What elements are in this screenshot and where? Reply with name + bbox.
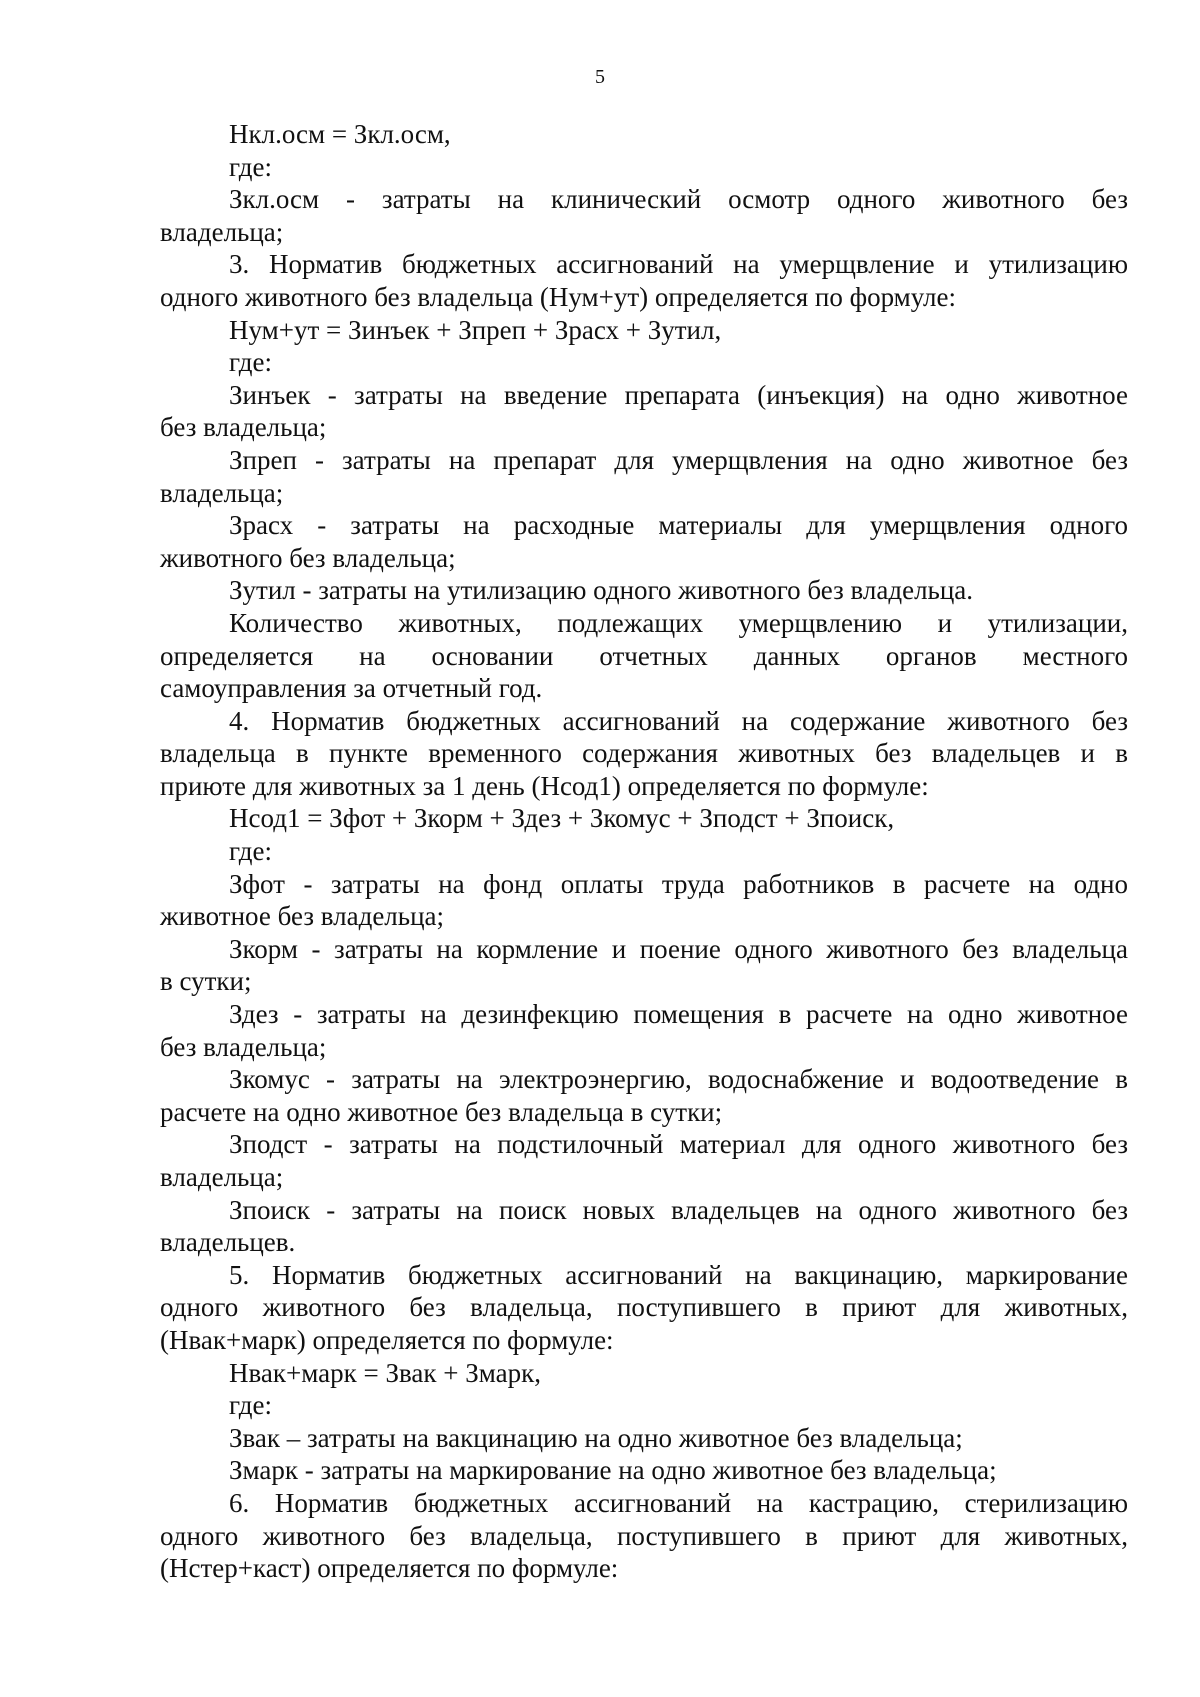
text-line: Змарк - затраты на маркирование на одно животное без владельца; (229, 1455, 997, 1486)
text-line: где: (229, 1390, 272, 1421)
text-line: Зпоиск - затраты на поиск новых владельцев на одного животного без (229, 1194, 1128, 1225)
text-line: самоуправления за отчетный год. (160, 673, 543, 704)
text-line: Звак – затраты на вакцинацию на одно животное без владельца; (229, 1422, 963, 1453)
text-line: владельца; (160, 216, 284, 247)
text-line: одного животного без владельца, поступившего в приют для животных, (160, 1520, 1128, 1551)
text-line: (Нстер+каст) определяется по формуле: (160, 1553, 619, 1584)
text-line: Нкл.осм = Зкл.осм, (229, 119, 451, 149)
text-line: животного без владельца; (160, 542, 456, 573)
text-line: расчете на одно животное без владельца в сутки; (160, 1096, 723, 1127)
text-line: Зкомус - затраты на электроэнергию, водоснабжение и водоотведение в (229, 1064, 1128, 1095)
text-line: владельца; (160, 1162, 284, 1192)
text-line: 3. Норматив бюджетных ассигнований на умерщвление и утилизацию (229, 249, 1128, 280)
text-line: Зкл.осм - затраты на клинический осмотр одного животного без (229, 184, 1128, 215)
text-line: Зпреп - затраты на препарат для умерщвления на одно животное без (229, 444, 1128, 475)
text-line: владельца в пункте временного содержания животных без владельцев и в (160, 738, 1128, 769)
text-line: животное без владельца; (160, 901, 445, 932)
text-line: одного животного без владельца (Нум+ут) определяется по формуле: (160, 281, 957, 312)
text-line: одного животного без владельца, поступившего в приют для животных, (160, 1292, 1128, 1323)
text-line: в сутки; (160, 966, 252, 997)
text-line: приюте для животных за 1 день (Нсод1) определяется по формуле: (160, 770, 929, 801)
text-line: 6. Норматив бюджетных ассигнований на кастрацию, стерилизацию (229, 1487, 1128, 1518)
text-line: Нсод1 = Зфот + Зкорм + Здез + Зкомус + Зподст + Зпоиск, (229, 803, 895, 834)
text-line: 5. Норматив бюджетных ассигнований на вакцинацию, маркирование (229, 1259, 1128, 1290)
text-line: Зфот - затраты на фонд оплаты труда работников в расчете на одно (229, 868, 1128, 899)
text-line: Зкорм - затраты на кормление и поение одного животного без владельца (229, 933, 1128, 964)
text-line: Зутил - затраты на утилизацию одного животного без владельца. (229, 575, 974, 606)
text-line: Нум+ут = Зинъек + Зпреп + Зрасх + Зутил, (229, 314, 722, 345)
page-number: 5 (595, 66, 605, 88)
document-body (160, 118, 1128, 1585)
text-line: без владельца; (160, 1031, 327, 1062)
text-line: Зрасх - затраты на расходные материалы для умерщвления одного (229, 510, 1128, 541)
text-line: где: (229, 347, 272, 378)
text-line: Нвак+марк = Звак + Змарк, (229, 1357, 541, 1388)
text-line: без владельца; (160, 412, 327, 443)
text-line: где: (229, 151, 272, 182)
text-line: Зинъек - затраты на введение препарата (инъекция) на одно животное (229, 379, 1128, 410)
text-line: владельца; (160, 477, 284, 508)
text-line: определяется на основании отчетных данных органов местного (160, 640, 1128, 671)
text-line: владельцев. (160, 1227, 296, 1258)
text-line: Количество животных, подлежащих умерщвлению и утилизации, (229, 607, 1128, 638)
text-line: Зподст - затраты на подстилочный материал для одного животного без (229, 1129, 1128, 1160)
text-line: Здез - затраты на дезинфекцию помещения в расчете на одно животное (229, 999, 1128, 1030)
text-line: (Нвак+марк) определяется по формуле: (160, 1324, 614, 1355)
text-line: где: (229, 836, 272, 867)
text-line: 4. Норматив бюджетных ассигнований на содержание животного без (229, 705, 1128, 736)
